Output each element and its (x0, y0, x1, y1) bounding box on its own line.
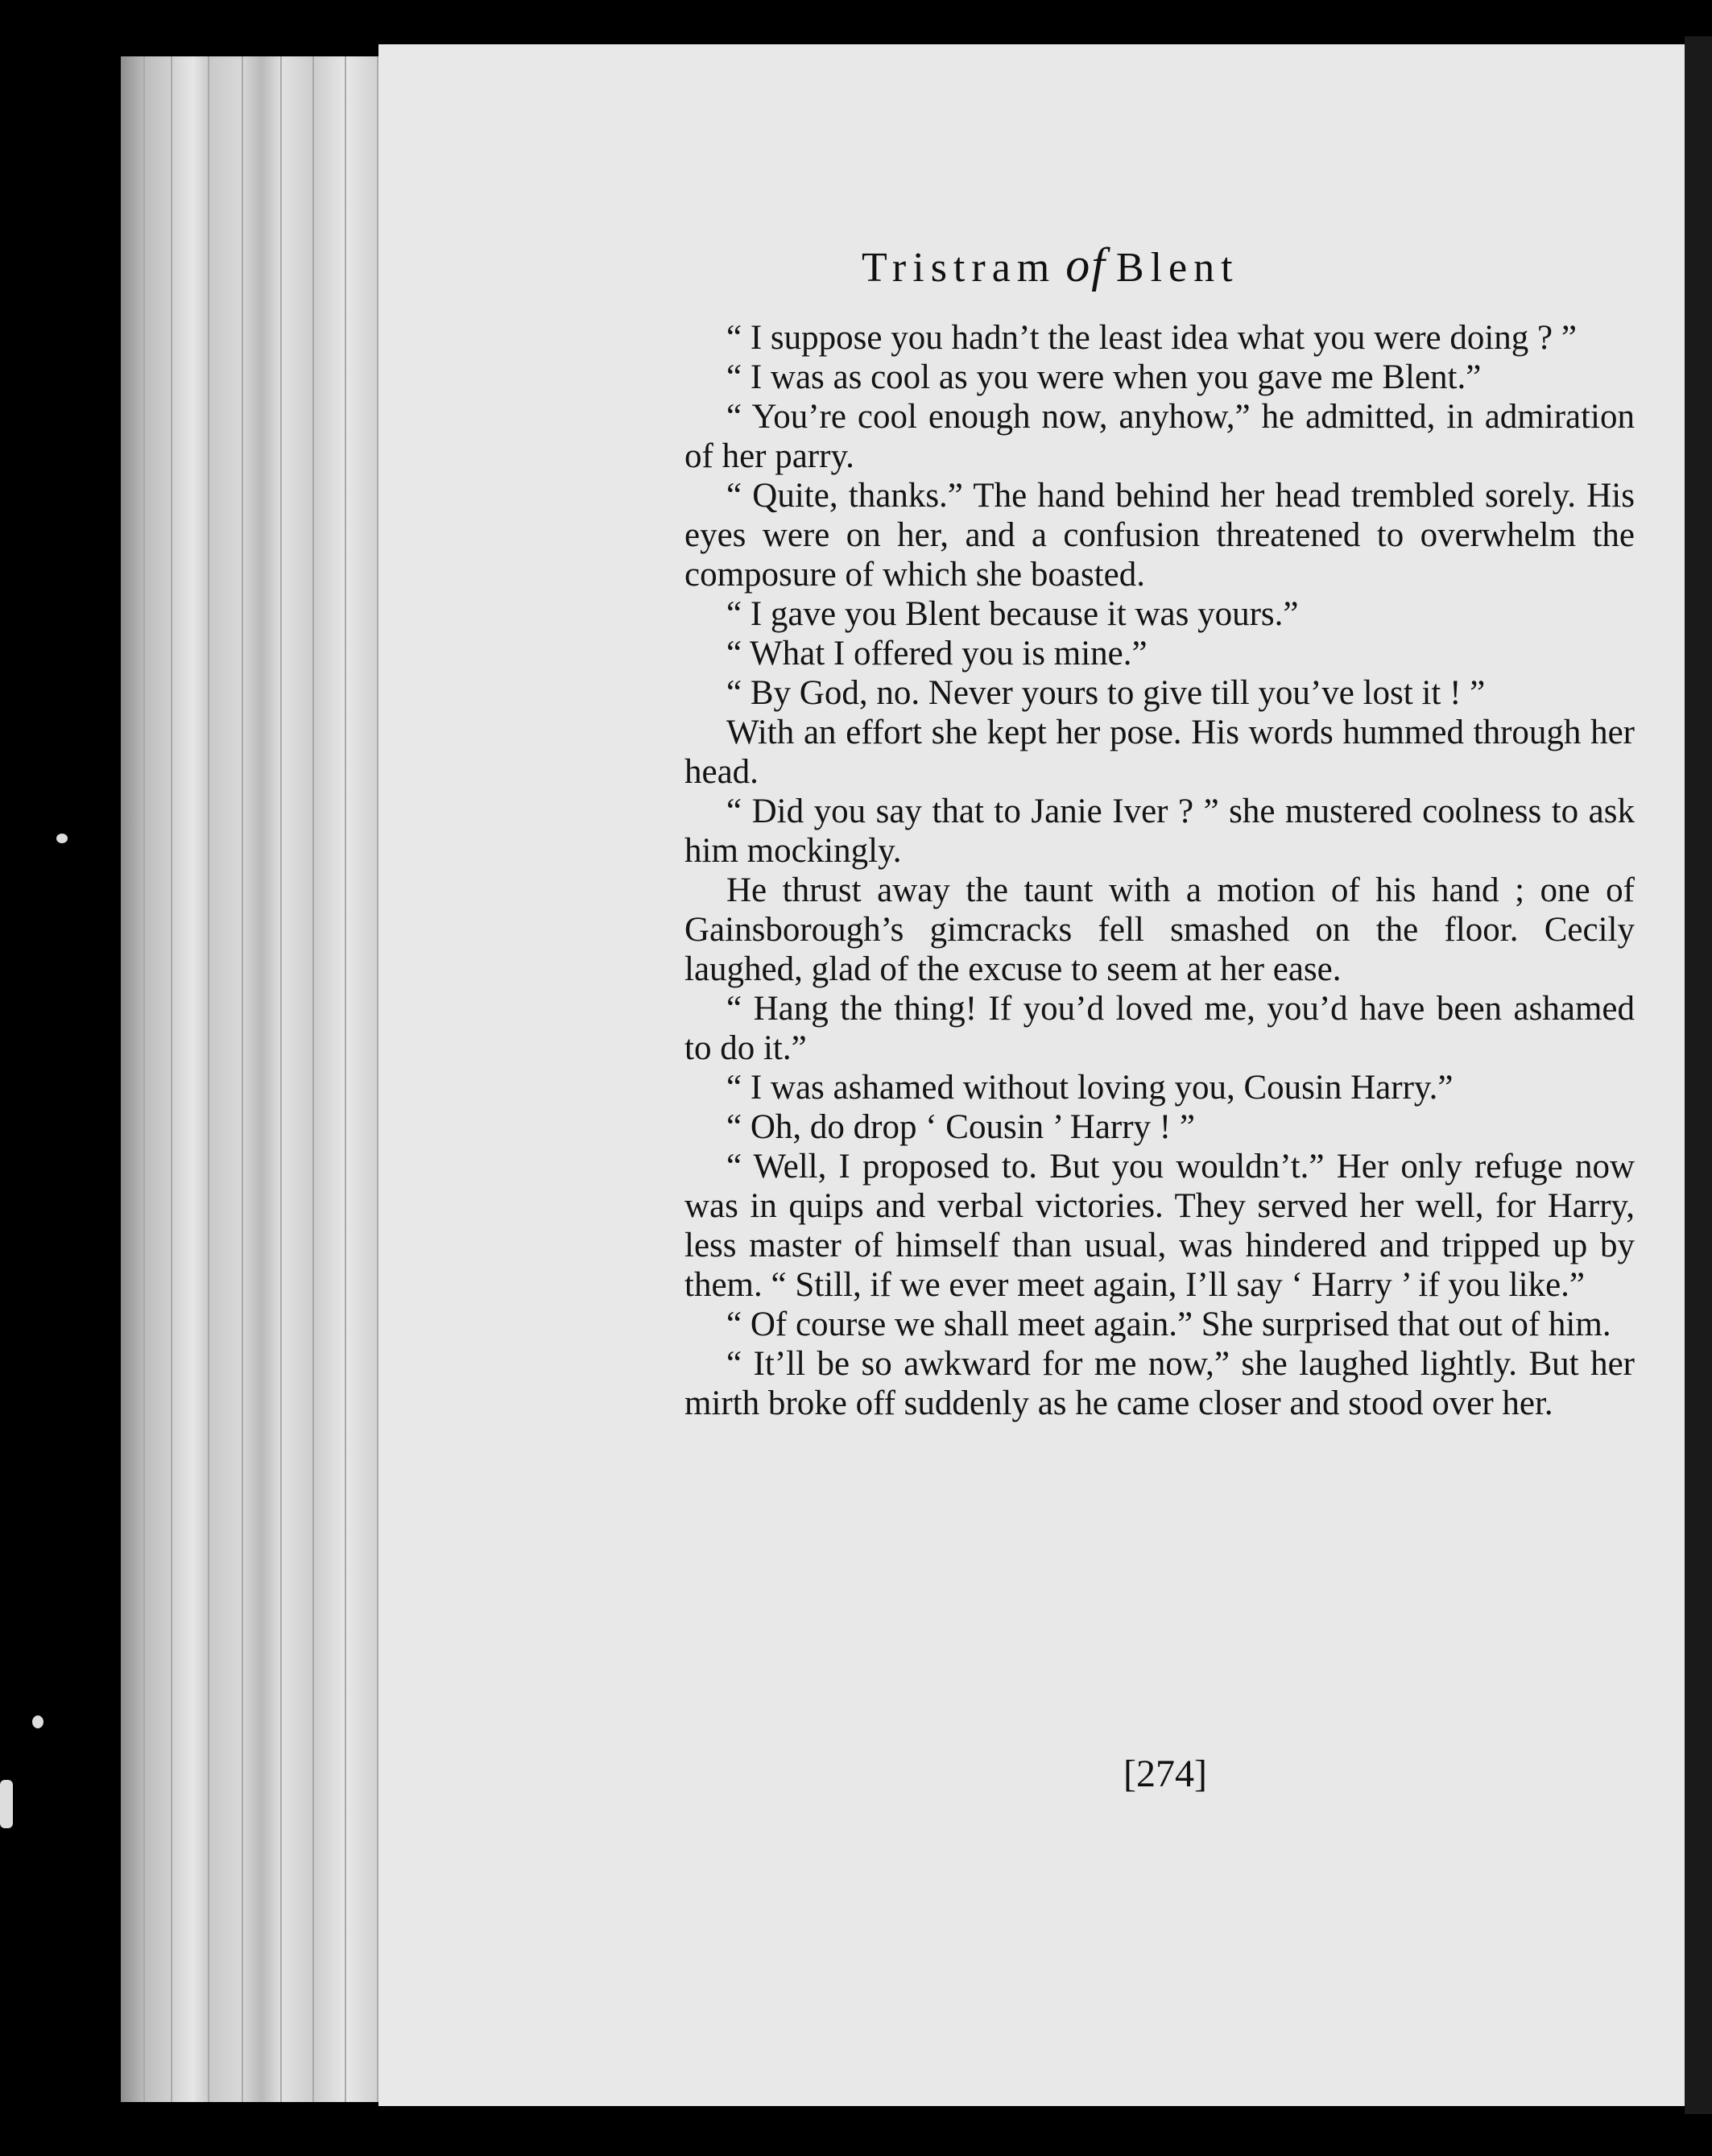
page-edge-line (242, 56, 243, 2102)
page-edge-line (171, 56, 172, 2102)
paragraph: “ You’re cool enough now, anyhow,” he admitted, in admiration of her parry. (684, 398, 1635, 475)
paragraph: “ What I offered you is mine.” (726, 635, 1148, 672)
page-edge-line (143, 56, 145, 2102)
paragraph: “ Did you say that to Janie Iver ? ” she mustered coolness to ask him mockingly. (684, 792, 1635, 870)
page-edge-line (280, 56, 282, 2102)
paragraph: “ I gave you Blent because it was yours.” (726, 595, 1299, 633)
paragraph: “ I was as cool as you were when you gave me Blent.” (726, 358, 1482, 396)
page-edge-line (345, 56, 346, 2102)
paragraph: “ Well, I proposed to. But you wouldn’t.” Her only refuge now was in quips and verbal victories. They served her well, for Harry, less master of himself than usual, was hindered and tripped up by them. “ Still, if we ever meet again, I’ll say ‘ Harry ’ if you like.” (684, 1148, 1635, 1304)
paragraph: “ Of course we shall meet again.” She surprised that out of him. (726, 1306, 1611, 1343)
page-right-shadow (1685, 36, 1712, 2114)
paragraph: “ It’ll be so awkward for me now,” she laughed lightly. But her mirth broke off suddenly as he came closer and stood over her. (684, 1345, 1635, 1422)
paragraph: “ I suppose you hadn’t the least idea what you were doing ? ” (726, 319, 1577, 357)
page-edge-line (312, 56, 314, 2102)
running-head (862, 238, 1239, 293)
page-number: [274] (1123, 1753, 1207, 1795)
scan-speck (56, 834, 68, 843)
scan-speck (0, 1780, 13, 1828)
paragraph: “ Hang the thing! If you’d loved me, you’d have been ashamed to do it.” (684, 990, 1635, 1067)
body-text (684, 318, 1635, 1423)
paragraph: With an effort she kept her pose. His words hummed through her head. (684, 714, 1635, 791)
running-head-title: Tristram (862, 245, 1057, 291)
running-head-of: of (1065, 238, 1106, 292)
scan-speck (32, 1715, 43, 1728)
running-head-subtitle: Blent (1115, 245, 1239, 291)
paragraph: “ Oh, do drop ‘ Cousin ’ Harry ! ” (726, 1108, 1195, 1146)
paragraph: “ Quite, thanks.” The hand behind her head trembled sorely. His eyes were on her, and a confusion threatened to overwhelm the composure of which she boasted. (684, 477, 1635, 594)
page-edge-line (208, 56, 209, 2102)
paragraph: He thrust away the taunt with a motion of his hand ; one of Gainsborough’s gimcracks fell smashed on the floor. Cecily laughed, glad of the excuse to seem at her ease. (684, 871, 1635, 988)
paragraph: “ By God, no. Never yours to give till you’ve lost it ! ” (726, 674, 1486, 712)
paragraph: “ I was ashamed without loving you, Cousin Harry.” (726, 1069, 1454, 1107)
